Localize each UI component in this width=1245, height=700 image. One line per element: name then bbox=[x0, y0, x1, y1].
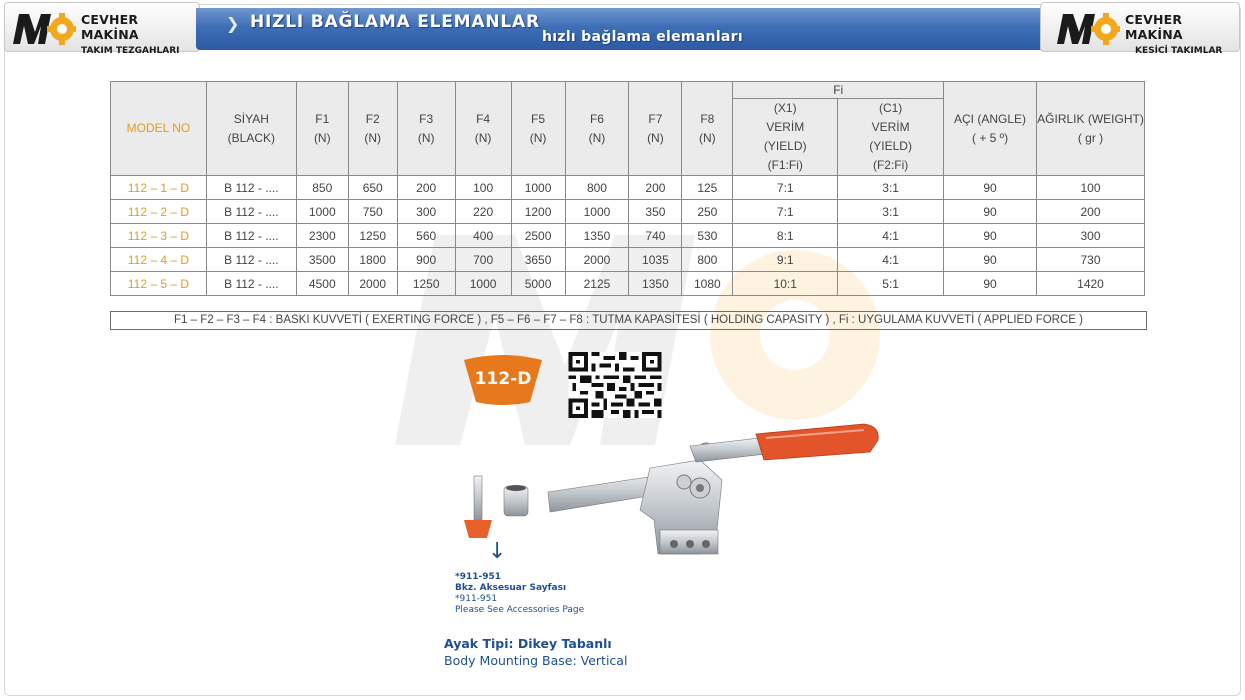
chevron-right-icon: ❯ bbox=[226, 14, 240, 33]
cell-weight: 100 bbox=[1036, 176, 1144, 200]
cell-black: B 112 - .... bbox=[206, 224, 296, 248]
accessory-code-en: *911-951 bbox=[455, 594, 498, 604]
cell-f8: 125 bbox=[682, 176, 733, 200]
cell-f6: 1000 bbox=[565, 200, 629, 224]
banner-subtitle: hızlı bağlama elemanları bbox=[542, 29, 743, 45]
cell-f1: 2300 bbox=[296, 224, 348, 248]
down-arrow-icon: ↓ bbox=[488, 539, 507, 564]
cell-f4: 400 bbox=[455, 224, 511, 248]
header-f3: F3 (N) bbox=[397, 82, 455, 176]
accessory-see-tr: Bkz. Aksesuar Sayfası bbox=[455, 583, 567, 593]
cell-f5: 1200 bbox=[511, 200, 565, 224]
header-model: MODEL NO bbox=[111, 82, 207, 176]
cell-model: 112 – 4 – D bbox=[111, 248, 207, 272]
cell-weight: 1420 bbox=[1036, 272, 1144, 296]
cell-f4: 220 bbox=[455, 200, 511, 224]
cell-f2: 650 bbox=[348, 176, 397, 200]
cell-f7: 1035 bbox=[629, 248, 682, 272]
cell-angle: 90 bbox=[944, 176, 1037, 200]
cell-f6: 1350 bbox=[565, 224, 629, 248]
cell-f6: 800 bbox=[565, 176, 629, 200]
accessory-code: *911-951 bbox=[455, 572, 502, 582]
cell-f6: 2000 bbox=[565, 248, 629, 272]
header-c1: (C1) VERİM (YIELD) (F2:Fi) bbox=[838, 99, 944, 176]
cevher-logo-icon bbox=[1055, 10, 1121, 46]
cell-x1: 9:1 bbox=[733, 248, 838, 272]
cell-f1: 850 bbox=[296, 176, 348, 200]
table-row bbox=[111, 224, 1145, 248]
table-row bbox=[111, 248, 1145, 272]
cell-weight: 300 bbox=[1036, 224, 1144, 248]
logo-right-sub: KESİCİ TAKIMLAR bbox=[1135, 46, 1223, 56]
header-f4: F4 (N) bbox=[455, 82, 511, 176]
cell-c1: 4:1 bbox=[838, 248, 944, 272]
header-f5: F5 (N) bbox=[511, 82, 565, 176]
header-f8: F8 (N) bbox=[682, 82, 733, 176]
header-f7: F7 (N) bbox=[629, 82, 682, 176]
header-weight: AĞIRLIK (WEIGHT) ( gr ) bbox=[1036, 82, 1144, 176]
header-f6: F6 (N) bbox=[565, 82, 629, 176]
cell-c1: 5:1 bbox=[838, 272, 944, 296]
cell-f4: 100 bbox=[455, 176, 511, 200]
cevher-logo-icon bbox=[11, 10, 77, 46]
cell-x1: 8:1 bbox=[733, 224, 838, 248]
cell-black: B 112 - .... bbox=[206, 176, 296, 200]
header-black: SİYAH (BLACK) bbox=[206, 82, 296, 176]
cell-f3: 560 bbox=[397, 224, 455, 248]
cell-f3: 200 bbox=[397, 176, 455, 200]
cell-black: B 112 - .... bbox=[206, 248, 296, 272]
banner-title: HIZLI BAĞLAMA ELEMANLAR bbox=[250, 12, 540, 32]
cell-x1: 7:1 bbox=[733, 176, 838, 200]
cell-angle: 90 bbox=[944, 224, 1037, 248]
model-badge-label: 112-D bbox=[474, 369, 532, 389]
header-fi: Fi bbox=[733, 82, 944, 99]
table-row bbox=[111, 200, 1145, 224]
cell-f7: 350 bbox=[629, 200, 682, 224]
cell-f2: 1250 bbox=[348, 224, 397, 248]
logo-left[interactable] bbox=[4, 2, 200, 56]
cell-model: 112 – 1 – D bbox=[111, 176, 207, 200]
cell-f4: 700 bbox=[455, 248, 511, 272]
cell-weight: 200 bbox=[1036, 200, 1144, 224]
cell-f4: 1000 bbox=[455, 272, 511, 296]
cell-f1: 3500 bbox=[296, 248, 348, 272]
cell-f3: 300 bbox=[397, 200, 455, 224]
logo-right-name: CEVHER MAKİNA bbox=[1125, 12, 1183, 42]
cell-f2: 750 bbox=[348, 200, 397, 224]
cell-f7: 740 bbox=[629, 224, 682, 248]
mounting-info bbox=[444, 636, 627, 669]
cell-model: 112 – 5 – D bbox=[111, 272, 207, 296]
cell-c1: 3:1 bbox=[838, 200, 944, 224]
cell-model: 112 – 2 – D bbox=[111, 200, 207, 224]
cell-f7: 200 bbox=[629, 176, 682, 200]
table-row bbox=[111, 176, 1145, 200]
toggle-clamp-illustration bbox=[460, 420, 890, 570]
cell-angle: 90 bbox=[944, 272, 1037, 296]
cell-f5: 1000 bbox=[511, 176, 565, 200]
cell-x1: 7:1 bbox=[733, 200, 838, 224]
cell-black: B 112 - .... bbox=[206, 200, 296, 224]
header bbox=[0, 0, 1245, 56]
mount-type-tr: Ayak Tipi: Dikey Tabanlı bbox=[444, 636, 612, 651]
cell-f1: 1000 bbox=[296, 200, 348, 224]
table-row bbox=[111, 272, 1145, 296]
header-f1: F1 (N) bbox=[296, 82, 348, 176]
cell-model: 112 – 3 – D bbox=[111, 224, 207, 248]
cell-f6: 2125 bbox=[565, 272, 629, 296]
cell-c1: 4:1 bbox=[838, 224, 944, 248]
logo-left-name: CEVHER MAKİNA bbox=[81, 12, 139, 42]
cell-f2: 2000 bbox=[348, 272, 397, 296]
cell-f8: 530 bbox=[682, 224, 733, 248]
cell-f5: 2500 bbox=[511, 224, 565, 248]
header-f2: F2 (N) bbox=[348, 82, 397, 176]
cell-f3: 900 bbox=[397, 248, 455, 272]
cell-f2: 1800 bbox=[348, 248, 397, 272]
cell-f7: 1350 bbox=[629, 272, 682, 296]
accessory-note bbox=[455, 572, 584, 616]
cell-angle: 90 bbox=[944, 200, 1037, 224]
cell-f8: 800 bbox=[682, 248, 733, 272]
cell-f8: 1080 bbox=[682, 272, 733, 296]
header-x1: (X1) VERİM (YIELD) (F1:Fi) bbox=[733, 99, 838, 176]
cell-weight: 730 bbox=[1036, 248, 1144, 272]
header-angle: AÇI (ANGLE) ( + 5 º) bbox=[944, 82, 1037, 176]
logo-right[interactable] bbox=[1040, 2, 1240, 56]
cell-x1: 10:1 bbox=[733, 272, 838, 296]
logo-left-sub: TAKIM TEZGAHLARI bbox=[81, 46, 180, 56]
cell-black: B 112 - .... bbox=[206, 272, 296, 296]
spec-table bbox=[110, 81, 1145, 296]
cell-f8: 250 bbox=[682, 200, 733, 224]
cell-angle: 90 bbox=[944, 248, 1037, 272]
qr-code-icon[interactable] bbox=[567, 352, 663, 418]
title-banner bbox=[196, 8, 1044, 50]
force-legend-footnote: F1 – F2 – F3 – F4 : BASKI KUVVETİ ( EXERTING FORCE ) , F5 – F6 – F7 – F8 : TUTMA KAPASİTESİ ( HOLDING CAPASITY ) , Fi : UYGULAMA KUVVETİ ( APPLIED FORCE ) bbox=[110, 311, 1147, 330]
accessory-see-en: Please See Accessories Page bbox=[455, 605, 585, 615]
cell-f3: 1250 bbox=[397, 272, 455, 296]
mount-type-en: Body Mounting Base: Vertical bbox=[444, 653, 628, 668]
cell-f5: 3650 bbox=[511, 248, 565, 272]
cell-c1: 3:1 bbox=[838, 176, 944, 200]
cell-f1: 4500 bbox=[296, 272, 348, 296]
cell-f5: 5000 bbox=[511, 272, 565, 296]
